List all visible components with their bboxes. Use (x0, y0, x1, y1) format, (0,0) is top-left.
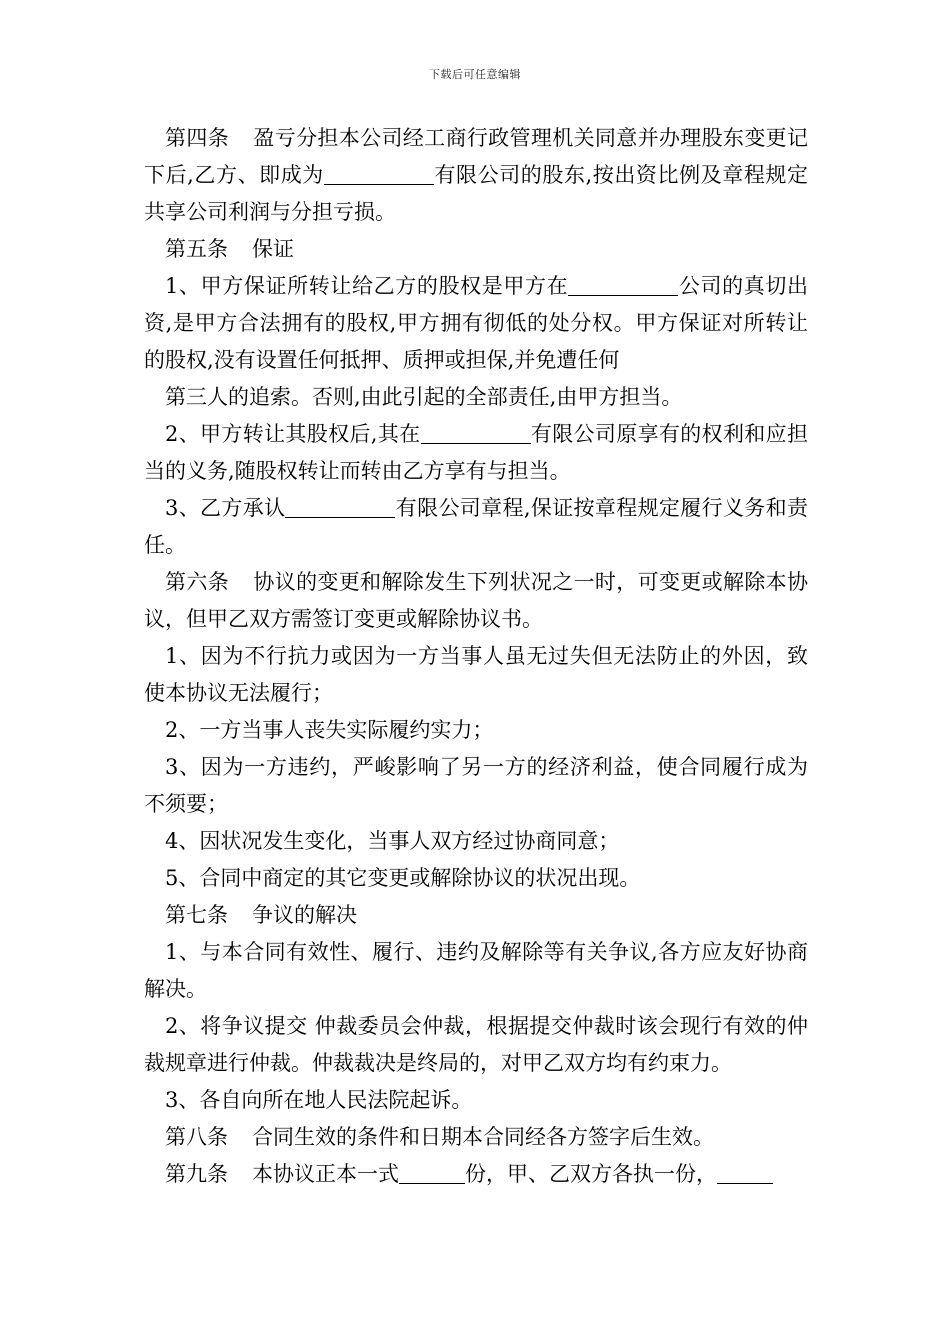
clause-text-cont: 有限公司原享有的权利和应担当的义务,随股权转让而转由乙方享有与担当。 (144, 422, 808, 483)
article-text-cont: 份，甲、乙双方各执一份， (465, 1162, 717, 1186)
article-number: 第七条 (165, 903, 228, 927)
clause-text: 2、一方当事人丧失实际履约实力； (165, 718, 494, 742)
clause-text: 1、甲方保证所转让给乙方的股权是甲方在 (165, 274, 569, 298)
fill-blank (717, 1162, 773, 1184)
fill-blank (568, 274, 678, 296)
clause-text: 2、将争议提交 仲裁委员会仲裁，根据提交仲裁时该会现行有效的仲裁规章进行仲裁。仲裁裁决是终局的，对甲乙双方均有约束力。 (144, 1014, 808, 1075)
article-text-cont: 有限公司的股东,按出资比例及章程规定共享公司利润与分担亏损。 (144, 163, 808, 224)
article-title: 争议的解决 (252, 903, 357, 927)
document-body (144, 120, 808, 1193)
article-9 (144, 1156, 808, 1193)
fill-blank (285, 496, 395, 518)
fill-blank (421, 422, 531, 444)
article-text: 盈亏分担本公司经工商行政管理机关同意并办理股东变更记下后,乙方、即成为 (144, 126, 809, 187)
clause-text: 2、甲方转让其股权后,其在 (165, 422, 421, 446)
article-number: 第八条 (165, 1125, 228, 1149)
clause-text: 4、因状况发生变化，当事人双方经过协商同意； (165, 829, 620, 853)
article-text: 协议的变更和解除发生下列状况之一时，可变更或解除本协议，但甲乙双方需签订变更或解除协议书。 (144, 570, 809, 631)
article-7 (144, 897, 808, 934)
clause-5-3 (144, 490, 808, 564)
page-header: 下载后可任意编辑 (429, 68, 521, 81)
clause-text-cont: 有限公司章程,保证按章程规定履行义务和责任。 (144, 496, 808, 557)
clause-6-1 (144, 638, 808, 712)
clause-5-2 (144, 416, 808, 490)
clause-text: 3、乙方承认 (165, 496, 286, 520)
article-4 (144, 120, 808, 231)
clause-text: 1、与本合同有效性、履行、违约及解除等有关争议,各方应友好协商解决。 (144, 940, 808, 1001)
clause-text: 1、因为不行抗力或因为一方当事人虽无过失但无法防止的外因，致使本协议无法履行； (144, 644, 808, 705)
article-text: 合同生效的条件和日期本合同经各方签字后生效。 (252, 1125, 714, 1149)
article-6 (144, 564, 808, 638)
clause-text: 3、因为一方违约，严峻影响了另一方的经济利益，使合同履行成为不须要； (144, 755, 808, 816)
article-number: 第九条 (165, 1162, 228, 1186)
article-text: 本协议正本一式 (252, 1162, 399, 1186)
clause-text: 第三人的追索。否则,由此引起的全部责任,由甲方担当。 (165, 385, 683, 409)
article-5 (144, 231, 808, 268)
clause-7-2 (144, 1008, 808, 1082)
clause-7-3 (144, 1082, 808, 1119)
article-number: 第四条 (165, 126, 230, 150)
clause-5-1-cont (144, 379, 808, 416)
article-number: 第六条 (165, 570, 230, 594)
clause-7-1 (144, 934, 808, 1008)
article-8 (144, 1119, 808, 1156)
clause-6-5 (144, 860, 808, 897)
clause-text-cont: 公司的真切出资,是甲方合法拥有的股权,甲方拥有彻低的处分权。甲方保证对所转让的股权,没有设置任何抵押、质押或担保,并免遭任何 (144, 274, 809, 372)
article-number: 第五条 (165, 237, 228, 261)
fill-blank (324, 163, 434, 185)
clause-5-1 (144, 268, 808, 379)
clause-6-3 (144, 749, 808, 823)
article-title: 保证 (252, 237, 294, 261)
clause-6-4 (144, 823, 808, 860)
fill-blank (399, 1162, 465, 1184)
clause-text: 3、各自向所在地人民法院起诉。 (165, 1088, 473, 1112)
clause-text: 5、合同中商定的其它变更或解除协议的状况出现。 (165, 866, 641, 890)
clause-6-2 (144, 712, 808, 749)
